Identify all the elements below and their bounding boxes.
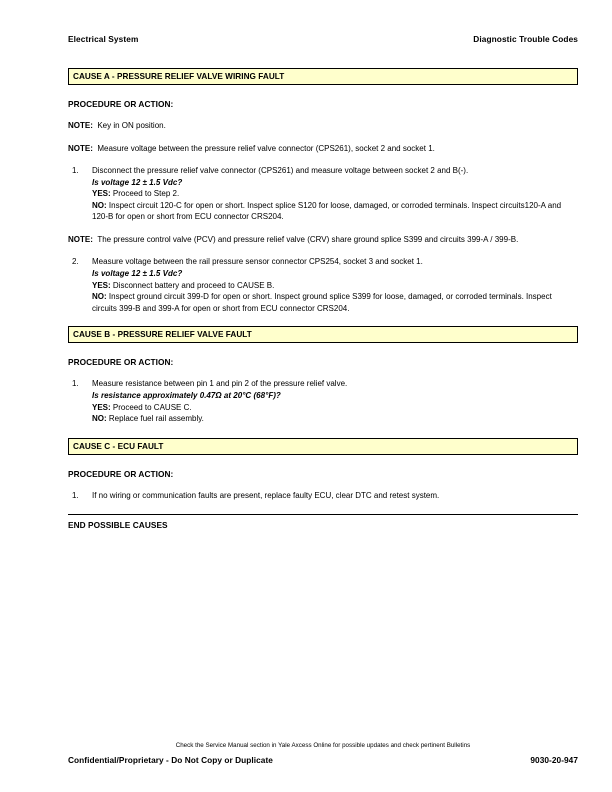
- cause-b-banner: [68, 326, 578, 343]
- answer-text-no: Replace fuel rail assembly.: [106, 414, 204, 424]
- footer-confidential-notice: Confidential/Proprietary - Do Not Copy or Duplicate: [68, 755, 273, 765]
- footer-row: [68, 755, 578, 765]
- cause-a-banner-label: CAUSE A - PRESSURE RELIEF VALVE WIRING FAULT: [73, 72, 285, 81]
- cause-a-note-3: [68, 234, 578, 246]
- step-number: 1.: [72, 166, 79, 175]
- note-text: The pressure control valve (PCV) and pressure relief valve (CRV) share ground splice S399 and circuits 399-A / 399-B.: [97, 234, 519, 244]
- step-number: 1.: [72, 379, 79, 389]
- answer-text-no: Inspect circuit 120-C for open or short. Inspect splice S120 for loose, damaged, or corroded terminals. Inspect circuits120-A and 120-B for open or short from ECU connector CRS204.: [92, 200, 562, 222]
- cause-b-step-1: [68, 378, 578, 424]
- cause-c-step-1: [68, 490, 578, 502]
- step-text: If no wiring or communication faults are present, replace faulty ECU, clear DTC and retest system.: [92, 490, 440, 500]
- answer-key-no: NO:: [92, 200, 107, 210]
- answer-key-no: NO:: [92, 414, 107, 424]
- cause-a-step-1: [68, 165, 578, 223]
- header-left-title: Electrical System: [68, 34, 139, 44]
- page-header: [68, 34, 578, 44]
- step-answer-yes: [92, 280, 578, 292]
- note-text: Measure voltage between the pressure relief valve connector (CPS261), socket 2 and socket 1.: [97, 143, 435, 153]
- answer-text-yes: Disconnect battery and proceed to CAUSE B.: [110, 280, 275, 290]
- answer-text-no: Inspect ground circuit 399-D for open or short. Inspect ground splice S399 for loose, damaged, or corroded terminals. Inspect circuits 399-B and 399-A for open or short from ECU connector CRS204.: [92, 292, 552, 313]
- cause-b-banner-label: CAUSE B - PRESSURE RELIEF VALVE FAULT: [73, 330, 252, 340]
- header-right-title: Diagnostic Trouble Codes: [473, 34, 578, 44]
- step-answer-no: [92, 413, 578, 425]
- step-answer-yes: [92, 402, 578, 414]
- step-answer-no: [92, 200, 578, 223]
- step-question: Is resistance approximately 0.47Ω at 20°C (68°F)?: [92, 391, 281, 401]
- step-question: Is voltage 12 ± 1.5 Vdc?: [92, 177, 183, 187]
- cause-a-note-1: [68, 120, 578, 132]
- cause-c-banner: [68, 438, 578, 455]
- cause-a-note-2: [68, 143, 578, 155]
- cause-c-banner-label: CAUSE C - ECU FAULT: [73, 441, 164, 451]
- step-question: Is voltage 12 ± 1.5 Vdc?: [92, 269, 183, 279]
- step-answer-no: [92, 291, 578, 314]
- section-spacer: [68, 425, 578, 438]
- step-number: 1.: [72, 490, 79, 500]
- note-label: NOTE:: [68, 234, 93, 244]
- answer-key-yes: YES:: [92, 189, 111, 199]
- answer-text-yes: Proceed to Step 2.: [110, 189, 180, 199]
- document-content: [68, 68, 578, 530]
- step-answer-yes: [92, 188, 578, 200]
- section-spacer: [68, 314, 578, 326]
- cause-b-procedure-heading: PROCEDURE OR ACTION:: [68, 357, 174, 368]
- page-footer: [68, 742, 578, 765]
- footer-page-number: 9030-20-947: [530, 755, 578, 765]
- cause-a-procedure-heading: PROCEDURE OR ACTION:: [68, 99, 174, 109]
- step-text: Disconnect the pressure relief valve connector (CPS261) and measure voltage between socket 2 and B(-).: [92, 166, 469, 175]
- cause-a-step-2: [68, 256, 578, 314]
- step-number: 2.: [72, 257, 79, 267]
- note-text: Key in ON position.: [97, 121, 166, 130]
- cause-a-banner: [68, 68, 578, 85]
- answer-key-no: NO:: [92, 292, 107, 302]
- end-causes-divider: [68, 514, 578, 515]
- answer-text-yes: Proceed to CAUSE C.: [110, 402, 192, 412]
- cause-c-procedure-heading: PROCEDURE OR ACTION:: [68, 468, 174, 479]
- end-possible-causes-label: END POSSIBLE CAUSES: [68, 520, 168, 531]
- step-text: Measure voltage between the rail pressure sensor connector CPS254, socket 3 and socket 1.: [92, 257, 423, 267]
- note-label: NOTE:: [68, 143, 93, 153]
- note-label: NOTE:: [68, 121, 93, 130]
- answer-key-yes: YES:: [92, 402, 111, 412]
- step-text: Measure resistance between pin 1 and pin 2 of the pressure relief valve.: [92, 379, 348, 389]
- answer-key-yes: YES:: [92, 280, 111, 290]
- footer-service-manual-note: Check the Service Manual section in Yale Axcess Online for possible updates and check pertinent Bulletins: [175, 742, 471, 749]
